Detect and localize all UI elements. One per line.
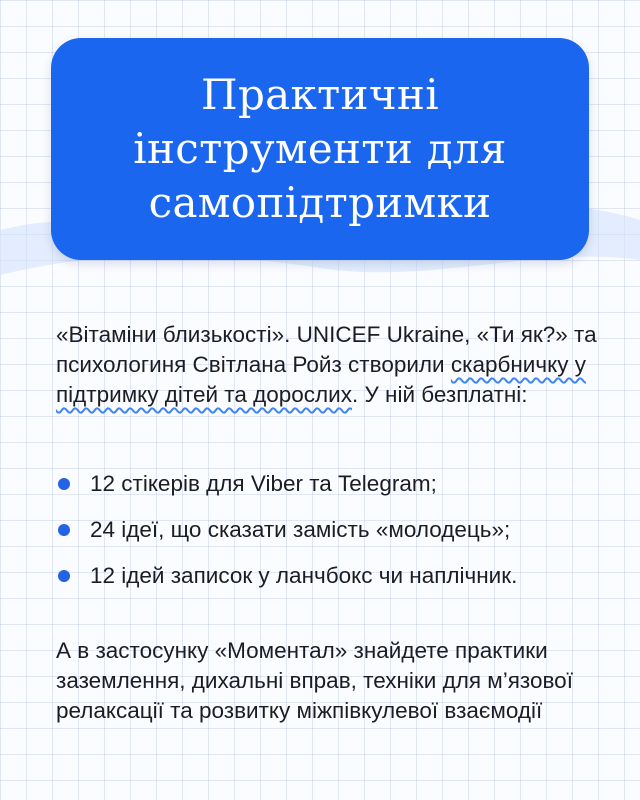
page-title <box>133 68 506 230</box>
title-card <box>51 38 589 260</box>
title-line: інструменти для <box>133 124 507 173</box>
title-line: самопідтримки <box>148 178 492 227</box>
bullet-dot-icon <box>58 524 70 536</box>
list-item-text: 12 стікерів для Viber та Telegram; <box>90 471 437 496</box>
intro-text-end: . У ній безплатні: <box>351 382 528 407</box>
treasury-link-highlight: скарбничку у підтримку дітей та дорослих <box>56 352 586 407</box>
list-item <box>56 461 616 507</box>
bullet-dot-icon <box>58 570 70 582</box>
list-item-text: 12 ідей записок у ланчбокс чи наплічник. <box>90 563 518 588</box>
list-item <box>56 553 616 599</box>
outro-paragraph: А в застосунку «Моментал» знайдете практики заземлення, дихальні вправ, техніки для м’язової релаксації та розвитку міжпівкулевої взаємодії <box>56 638 573 723</box>
list-item <box>56 507 616 553</box>
list-item-text: 24 ідеї, що сказати замість «молодець»; <box>90 517 511 542</box>
title-line: Практичні <box>201 70 439 119</box>
intro-paragraph <box>56 320 601 410</box>
intro-text: «Вітаміни близькості». UNICEF Ukraine, «Ти як?» та психологиня Світлана Ройз створили <box>56 322 597 377</box>
bullet-dot-icon <box>58 478 70 490</box>
resource-list <box>56 461 616 599</box>
